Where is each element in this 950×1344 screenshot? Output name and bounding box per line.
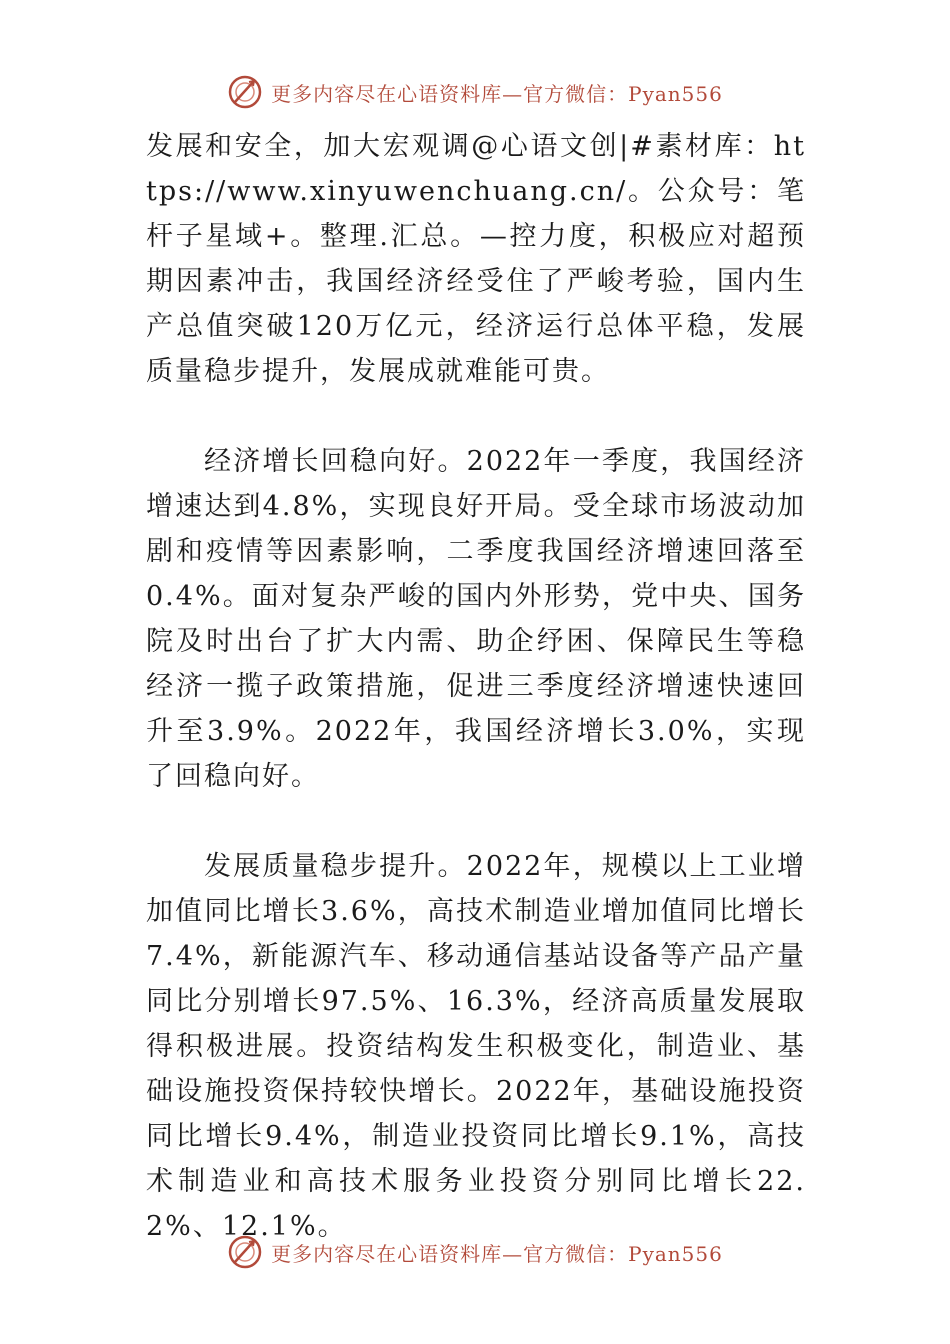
brand-logo-icon bbox=[227, 1234, 263, 1270]
paragraph-3: 发展质量稳步提升。2022年，规模以上工业增加值同比增长3.6%，高技术制造业增加值同比增长7.4%，新能源汽车、移动通信基站设备等产品产量同比分别增长97.5%、16.3%，经济高质量发展取得积极进展。投资结构发生积极变化，制造业、基础设施投资保持较快增长。2022年，基础设施投资同比增长9.4%，制造业投资同比增长9.1%，高技术制造业和高技术服务业投资分别同比增长22.2%、12.1%。 bbox=[146, 851, 806, 1242]
document-body bbox=[146, 124, 806, 1249]
footer-banner bbox=[0, 1232, 950, 1272]
paragraph-1: 发展和安全，加大宏观调@心语文创|#素材库：https://www.xinyuwenchuang.cn/。公众号：笔杆子星域+。整理.汇总。—控力度，积极应对超预期因素冲击，我国经济经受住了严峻考验，国内生产总值突破120万亿元，经济运行总体平稳，发展质量稳步提升，发展成就难能可贵。 bbox=[146, 131, 806, 387]
paragraph-2: 经济增长回稳向好。2022年一季度，我国经济增速达到4.8%，实现良好开局。受全球市场波动加剧和疫情等因素影响，二季度我国经济增速回落至0.4%。面对复杂严峻的国内外形势，党中央、国务院及时出台了扩大内需、助企纾困、保障民生等稳经济一揽子政策措施，促进三季度经济增速快速回升至3.9%。2022年，我国经济增长3.0%，实现了回稳向好。 bbox=[146, 446, 806, 792]
header-banner bbox=[0, 72, 950, 112]
brand-logo-icon bbox=[227, 74, 263, 110]
header-banner-text: 更多内容尽在心语资料库—官方微信：Pyan556 bbox=[271, 81, 723, 106]
footer-banner-text: 更多内容尽在心语资料库—官方微信：Pyan556 bbox=[271, 1241, 723, 1266]
